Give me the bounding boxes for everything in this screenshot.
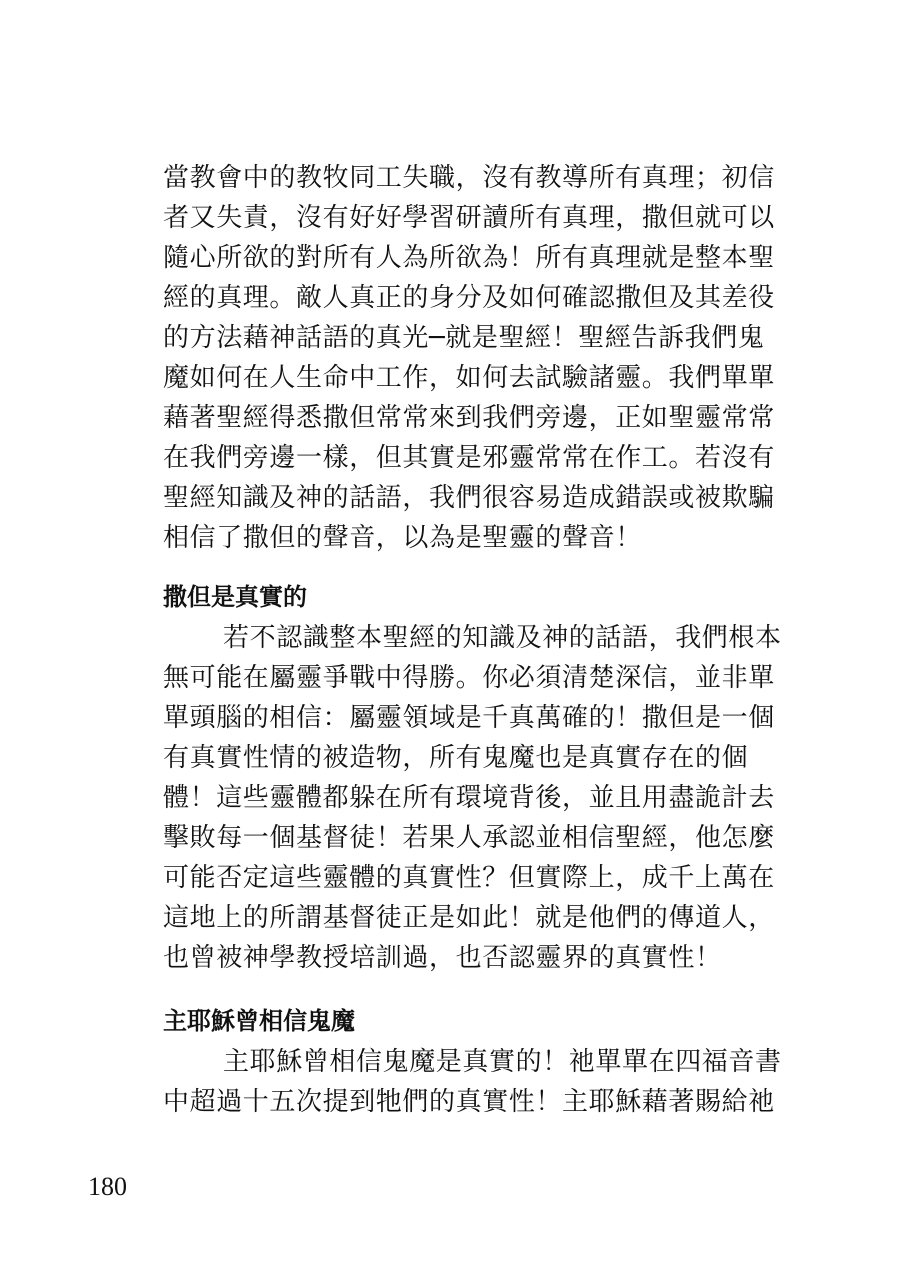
paragraph-line: 體！這些靈體都躲在所有環境背後，並且用盡詭計去	[163, 783, 775, 813]
paragraph-line: 隨心所欲的對所有人為所欲為！所有真理就是整本聖	[163, 243, 775, 273]
paragraph-line: 在我們旁邊一樣，但其實是邪靈常常在作工。若沒有	[163, 443, 775, 473]
paragraph-line: 經的真理。敵人真正的身分及如何確認撒但及其差役	[163, 283, 775, 313]
paragraph-line: 相信了撒但的聲音，以為是聖靈的聲音！	[163, 523, 642, 553]
paragraph-line: 若不認識整本聖經的知識及神的話語，我們根本	[223, 623, 782, 653]
paragraph-line: 當教會中的教牧同工失職，沒有教導所有真理；初信	[163, 163, 775, 193]
paragraph-line: 者又失責，沒有好好學習研讀所有真理，撒但就可以	[163, 203, 775, 233]
paragraph-line: 中超過十五次提到牠們的真實性！主耶穌藉著賜給祂	[163, 1087, 775, 1117]
paragraph-3	[163, 1042, 782, 1122]
paragraph-line: 藉著聖經得悉撒但常常來到我們旁邊，正如聖靈常常	[163, 403, 775, 433]
paragraph-line: 無可能在屬靈爭戰中得勝。你必須清楚深信，並非單	[163, 663, 775, 693]
paragraph-line: 的方法藉神話語的真光─就是聖經！聖經告訴我們鬼	[163, 323, 765, 353]
paragraph-line: 單頭腦的相信：屬靈領域是千真萬確的！撒但是一個	[163, 703, 775, 733]
paragraph-line: 有真實性情的被造物，所有鬼魔也是真實存在的個	[163, 743, 749, 773]
paragraph-line: 可能否定這些靈體的真實性？但實際上，成千上萬在	[163, 863, 775, 893]
paragraph-line: 這地上的所謂基督徒正是如此！就是他們的傳道人，	[163, 903, 775, 933]
paragraph-line: 聖經知識及神的話語，我們很容易造成錯誤或被欺騙	[163, 483, 775, 513]
paragraph-line: 也曾被神學教授培訓過，也否認靈界的真實性！	[163, 943, 722, 973]
page-number: 180	[88, 1172, 127, 1201]
section-heading-satan-is-real: 撒但是真實的	[163, 583, 307, 611]
paragraph-2	[163, 618, 782, 978]
section-heading-jesus-believed-demons: 主耶穌曾相信鬼魔	[163, 1007, 355, 1035]
paragraph-line: 主耶穌曾相信鬼魔是真實的！祂單單在四福音書	[223, 1047, 782, 1077]
paragraph-1	[163, 158, 775, 558]
paragraph-line: 擊敗每一個基督徒！若果人承認並相信聖經，他怎麼	[163, 823, 775, 853]
paragraph-line: 魔如何在人生命中工作，如何去試驗諸靈。我們單單	[163, 363, 775, 393]
